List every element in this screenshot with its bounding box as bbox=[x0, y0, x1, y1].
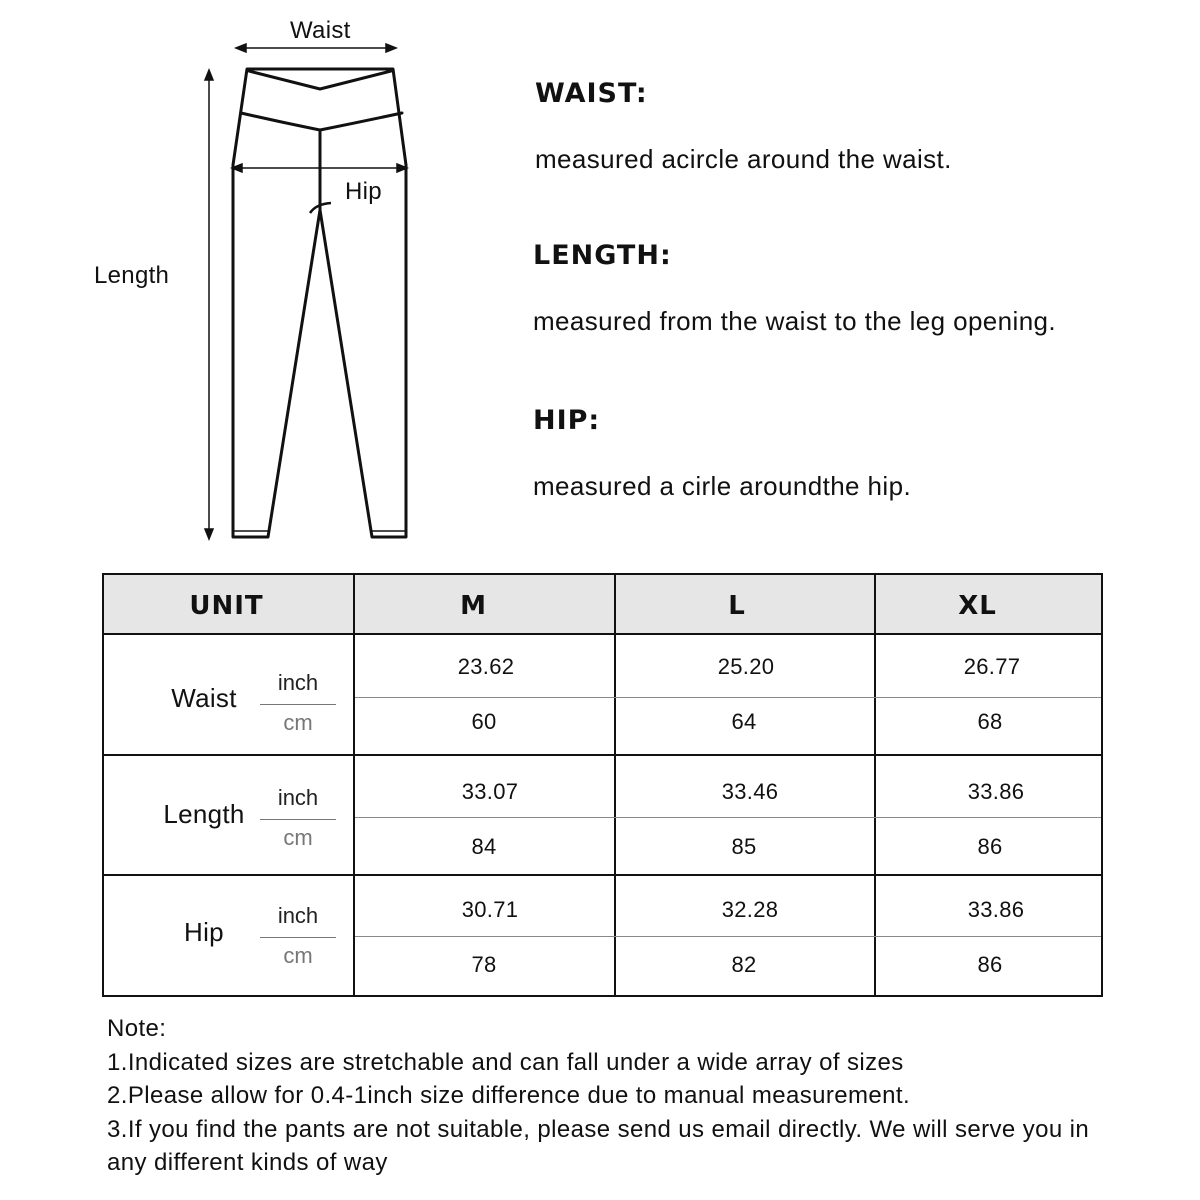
header-size-m: M bbox=[460, 591, 487, 621]
unit-cm: cm bbox=[283, 825, 313, 850]
header-unit: UNIT bbox=[189, 591, 264, 621]
cell-waist-inch-xl: 26.77 bbox=[963, 654, 1021, 679]
note-item-3: 3.If you find the pants are not suitable, please send us email directly. We will serve you in any different kinds of way bbox=[107, 1115, 1090, 1177]
cell-length-inch-xl: 33.86 bbox=[967, 779, 1025, 804]
row-label-waist: Waist bbox=[171, 683, 237, 713]
waistband-top bbox=[249, 71, 391, 89]
cell-hip-cm-m: 78 bbox=[471, 952, 497, 977]
cell-hip-cm-l: 82 bbox=[731, 952, 757, 977]
cell-waist-inch-m: 23.62 bbox=[457, 654, 515, 679]
cell-hip-cm-xl: 86 bbox=[977, 952, 1003, 977]
hip-diagram-label: Hip bbox=[345, 178, 382, 205]
cell-length-inch-l: 33.46 bbox=[721, 779, 779, 804]
cell-hip-inch-m: 30.71 bbox=[461, 897, 519, 922]
hip-description: measured a cirle aroundthe hip. bbox=[533, 471, 912, 501]
waistband-bottom bbox=[241, 113, 402, 130]
row-label-hip: Hip bbox=[184, 917, 224, 947]
cell-hip-inch-l: 32.28 bbox=[721, 897, 779, 922]
unit-cm: cm bbox=[283, 943, 313, 968]
note-item-2: 2.Please allow for 0.4-1inch size difference due to manual measurement. bbox=[107, 1082, 911, 1110]
cell-length-inch-m: 33.07 bbox=[461, 779, 519, 804]
waist-description: measured acircle around the waist. bbox=[535, 144, 952, 174]
hip-heading: HIP: bbox=[533, 405, 601, 436]
cell-waist-cm-xl: 68 bbox=[977, 709, 1003, 734]
cell-hip-inch-xl: 33.86 bbox=[967, 897, 1025, 922]
header-size-xl: XL bbox=[958, 591, 997, 621]
unit-cm: cm bbox=[283, 710, 313, 735]
unit-inch: inch bbox=[277, 785, 319, 810]
pants-diagram bbox=[0, 0, 520, 560]
cell-waist-inch-l: 25.20 bbox=[717, 654, 775, 679]
notes-section bbox=[107, 1012, 1117, 1180]
length-heading: LENGTH: bbox=[533, 240, 672, 271]
waist-heading: WAIST: bbox=[535, 78, 648, 109]
length-diagram-label: Length bbox=[94, 262, 170, 289]
unit-inch: inch bbox=[277, 903, 319, 928]
cell-length-cm-xl: 86 bbox=[977, 834, 1003, 859]
cell-length-cm-l: 85 bbox=[731, 834, 757, 859]
unit-inch: inch bbox=[277, 670, 319, 695]
notes-title: Note: bbox=[107, 1015, 167, 1042]
row-label-length: Length bbox=[163, 799, 245, 829]
cell-waist-cm-m: 60 bbox=[471, 709, 497, 734]
cell-waist-cm-l: 64 bbox=[731, 709, 757, 734]
size-table bbox=[102, 573, 1103, 997]
note-item-1: 1.Indicated sizes are stretchable and can fall under a wide array of sizes bbox=[107, 1048, 904, 1076]
waist-diagram-label: Waist bbox=[290, 17, 351, 44]
cell-length-cm-m: 84 bbox=[471, 834, 497, 859]
header-size-l: L bbox=[728, 591, 746, 621]
length-description: measured from the waist to the leg opening. bbox=[533, 306, 1057, 336]
